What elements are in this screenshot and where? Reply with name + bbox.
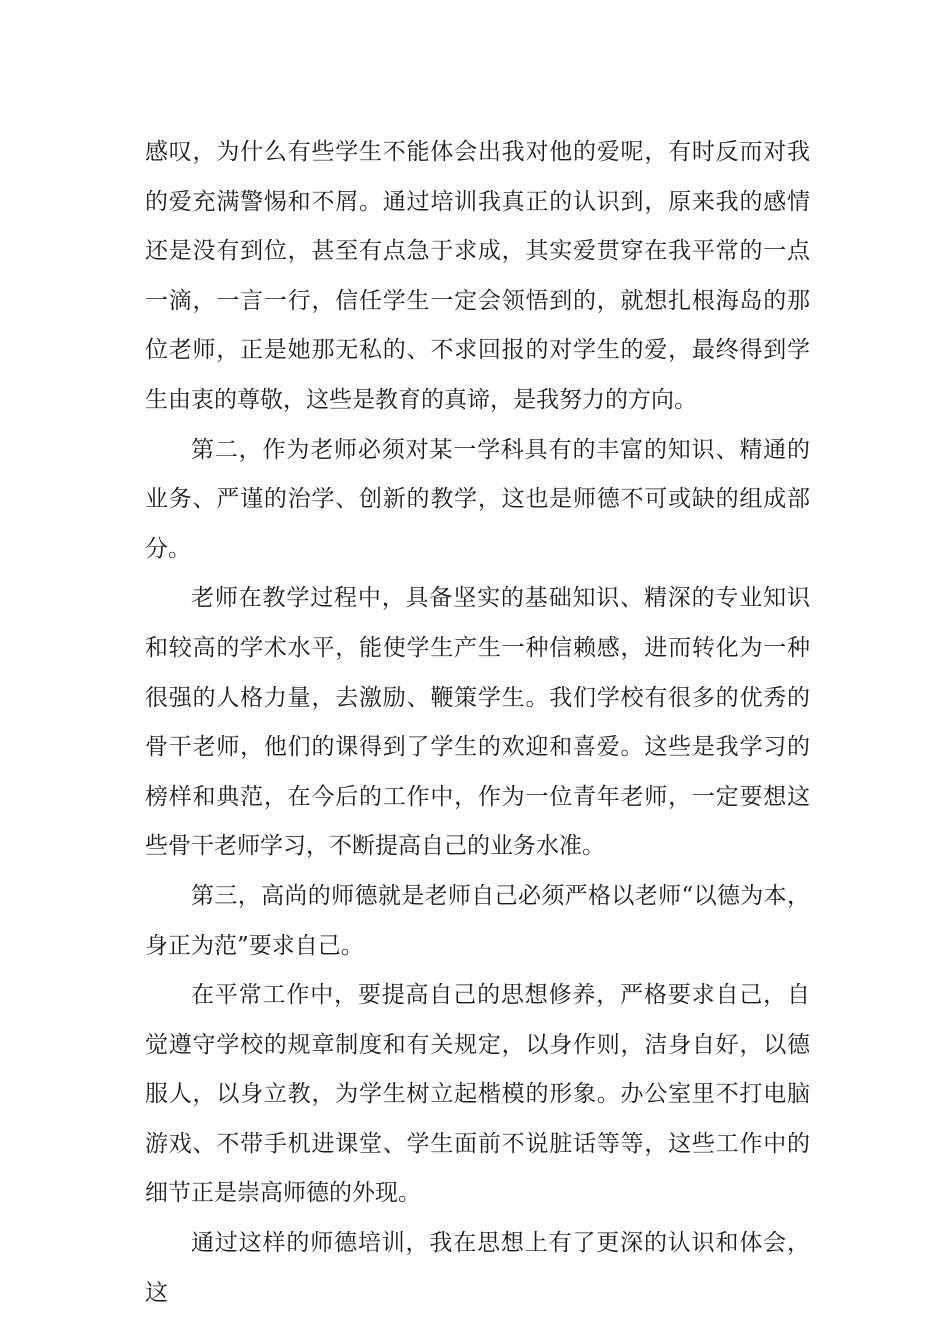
- paragraph-continuation: 感叹，为什么有些学生不能体会出我对他的爱呢，有时反而对我的爱充满警惕和不屑。通过培训我真正的认识到，原来我的感情还是没有到位，甚至有点急于求成，其实爱贯穿在我平常的一点一滴，一言一行，信任学生一定会领悟到的，就想扎根海岛的那位老师，正是她那无私的、不求回报的对学生的爱，最终得到学生由衷的尊敬，这些是教育的真谛，是我努力的方向。: [145, 139, 810, 413]
- paragraph-second-point: 第二，作为老师必须对某一学科具有的丰富的知识、精通的业务、严谨的治学、创新的教学，这也是师德不可或缺的组成部分。: [145, 436, 810, 562]
- paragraph-teaching-knowledge: 老师在教学过程中，具备坚实的基础知识、精深的专业知识和较高的学术水平，能使学生产生一种信赖感，进而转化为一种很强的人格力量，去激励、鞭策学生。我们学校有很多的优秀的骨干老师，他们的课得到了学生的欢迎和喜爱。这些是我学习的榜样和典范，在今后的工作中，作为一位青年老师，一定要想这些骨干老师学习，不断提高自己的业务水准。: [145, 585, 810, 860]
- paragraph-daily-work: 在平常工作中，要提高自己的思想修养，严格要求自己，自觉遵守学校的规章制度和有关规定，以身作则，洁身自好，以德服人，以身立教，为学生树立起楷模的形象。办公室里不打电脑游戏、不带手机进课堂、学生面前不说脏话等等，这些工作中的细节正是崇高师德的外现。: [145, 982, 810, 1207]
- paragraph-conclusion-start: 通过这样的师德培训，我在思想上有了更深的认识和体会，这: [145, 1230, 810, 1306]
- paragraph-third-point: 第三，高尚的师德就是老师自己必须严格以老师“以德为本，身正为范”要求自己。: [145, 882, 810, 959]
- document-body: [145, 128, 810, 1318]
